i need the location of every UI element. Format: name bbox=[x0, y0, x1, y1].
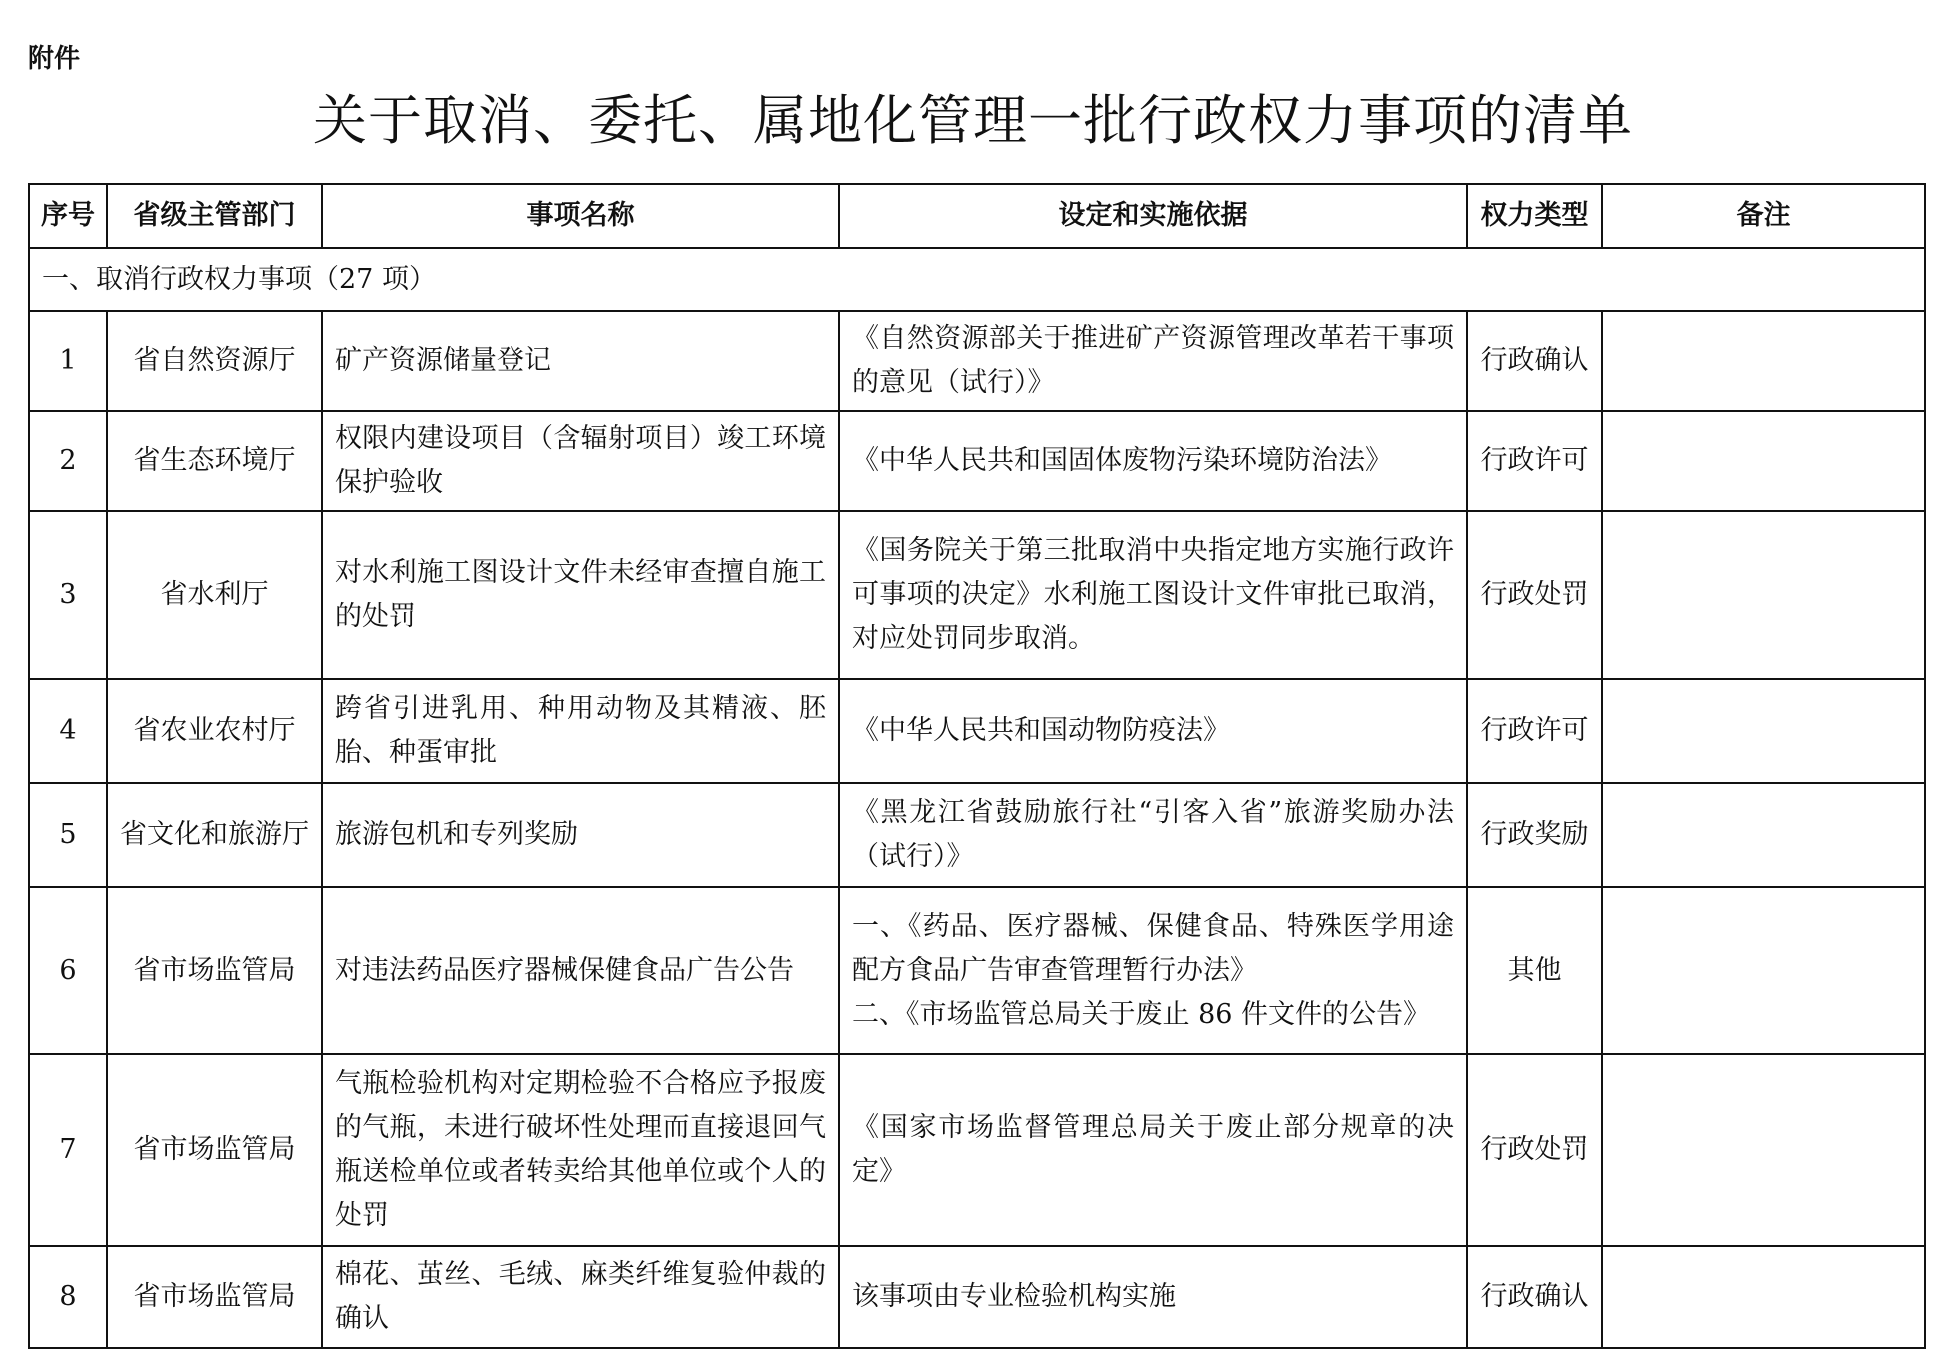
cell-remark bbox=[1602, 1054, 1925, 1246]
cell-basis bbox=[839, 679, 1467, 783]
basis-line: 《黑龙江省鼓励旅行社“引客入省”旅游奖励办法（试行）》 bbox=[852, 797, 1454, 872]
header-no: 序号 bbox=[29, 184, 107, 248]
cell-item: 矿产资源储量登记 bbox=[322, 311, 839, 411]
cell-type: 行政确认 bbox=[1467, 1246, 1602, 1348]
basis-line: 二、《市场监管总局关于废止 86 件文件的公告》 bbox=[852, 998, 1431, 1030]
cell-item: 气瓶检验机构对定期检验不合格应予报废的气瓶，未进行破坏性处理而直接退回气瓶送检单位或者转卖给其他单位或个人的处罚 bbox=[322, 1054, 839, 1246]
page-title: 关于取消、委托、属地化管理一批行政权力事项的清单 bbox=[313, 89, 1633, 152]
cell-department: 省市场监管局 bbox=[107, 887, 322, 1054]
cell-no: 4 bbox=[29, 679, 107, 783]
cell-type: 行政处罚 bbox=[1467, 511, 1602, 679]
table-row bbox=[29, 1054, 1925, 1246]
basis-line: 《国务院关于第三批取消中央指定地方实施行政许可事项的决定》水利施工图设计文件审批已取消，对应处罚同步取消。 bbox=[852, 535, 1454, 654]
cell-no: 7 bbox=[29, 1054, 107, 1246]
cell-basis bbox=[839, 783, 1467, 887]
cell-type: 行政许可 bbox=[1467, 411, 1602, 511]
header-item: 事项名称 bbox=[322, 184, 839, 248]
cell-type: 行政许可 bbox=[1467, 679, 1602, 783]
cell-department: 省水利厅 bbox=[107, 511, 322, 679]
cell-no: 6 bbox=[29, 887, 107, 1054]
cell-type: 其他 bbox=[1467, 887, 1602, 1054]
cell-remark bbox=[1602, 679, 1925, 783]
cell-remark bbox=[1602, 511, 1925, 679]
basis-line: 《国家市场监督管理总局关于废止部分规章的决定》 bbox=[852, 1112, 1454, 1187]
cell-no: 1 bbox=[29, 311, 107, 411]
matters-table bbox=[28, 183, 1926, 1349]
cell-basis bbox=[839, 411, 1467, 511]
cell-department: 省文化和旅游厅 bbox=[107, 783, 322, 887]
cell-basis bbox=[839, 1246, 1467, 1348]
cell-no: 3 bbox=[29, 511, 107, 679]
cell-department: 省市场监管局 bbox=[107, 1246, 322, 1348]
cell-item: 对水利施工图设计文件未经审查擅自施工的处罚 bbox=[322, 511, 839, 679]
table-row bbox=[29, 783, 1925, 887]
cell-remark bbox=[1602, 783, 1925, 887]
table-row bbox=[29, 1246, 1925, 1348]
cell-item: 权限内建设项目（含辐射项目）竣工环境保护验收 bbox=[322, 411, 839, 511]
cell-remark bbox=[1602, 311, 1925, 411]
cell-department: 省自然资源厅 bbox=[107, 311, 322, 411]
table-row bbox=[29, 511, 1925, 679]
cell-no: 2 bbox=[29, 411, 107, 511]
cell-remark bbox=[1602, 1246, 1925, 1348]
header-basis: 设定和实施依据 bbox=[839, 184, 1467, 248]
basis-line: 该事项由专业检验机构实施 bbox=[852, 1281, 1176, 1312]
basis-line: 《中华人民共和国动物防疫法》 bbox=[852, 715, 1230, 746]
table-row bbox=[29, 679, 1925, 783]
section-row bbox=[29, 248, 1925, 311]
cell-remark bbox=[1602, 887, 1925, 1054]
cell-type: 行政处罚 bbox=[1467, 1054, 1602, 1246]
header-department: 省级主管部门 bbox=[107, 184, 322, 248]
cell-department: 省农业农村厅 bbox=[107, 679, 322, 783]
header-row bbox=[29, 184, 1925, 248]
section-heading: 一、取消行政权力事项（27 项） bbox=[29, 248, 1925, 311]
basis-line: 《中华人民共和国固体废物污染环境防治法》 bbox=[852, 445, 1392, 476]
cell-item: 旅游包机和专列奖励 bbox=[322, 783, 839, 887]
attachment-label: 附件 bbox=[28, 44, 81, 74]
cell-basis bbox=[839, 887, 1467, 1054]
cell-item: 对违法药品医疗器械保健食品广告公告 bbox=[322, 887, 839, 1054]
cell-department: 省生态环境厅 bbox=[107, 411, 322, 511]
table-row bbox=[29, 887, 1925, 1054]
cell-type: 行政奖励 bbox=[1467, 783, 1602, 887]
basis-line: 《自然资源部关于推进矿产资源管理改革若干事项的意见（试行）》 bbox=[852, 323, 1454, 398]
cell-item: 棉花、茧丝、毛绒、麻类纤维复验仲裁的确认 bbox=[322, 1246, 839, 1348]
cell-type: 行政确认 bbox=[1467, 311, 1602, 411]
cell-remark bbox=[1602, 411, 1925, 511]
cell-basis bbox=[839, 311, 1467, 411]
cell-no: 5 bbox=[29, 783, 107, 887]
cell-basis bbox=[839, 511, 1467, 679]
table-row bbox=[29, 411, 1925, 511]
cell-item: 跨省引进乳用、种用动物及其精液、胚胎、种蛋审批 bbox=[322, 679, 839, 783]
basis-line: 一、《药品、医疗器械、保健食品、特殊医学用途配方食品广告审查管理暂行办法》 bbox=[852, 910, 1454, 986]
cell-no: 8 bbox=[29, 1246, 107, 1348]
header-remark: 备注 bbox=[1602, 184, 1925, 248]
cell-department: 省市场监管局 bbox=[107, 1054, 322, 1246]
cell-basis bbox=[839, 1054, 1467, 1246]
table-row bbox=[29, 311, 1925, 411]
header-type: 权力类型 bbox=[1467, 184, 1602, 248]
